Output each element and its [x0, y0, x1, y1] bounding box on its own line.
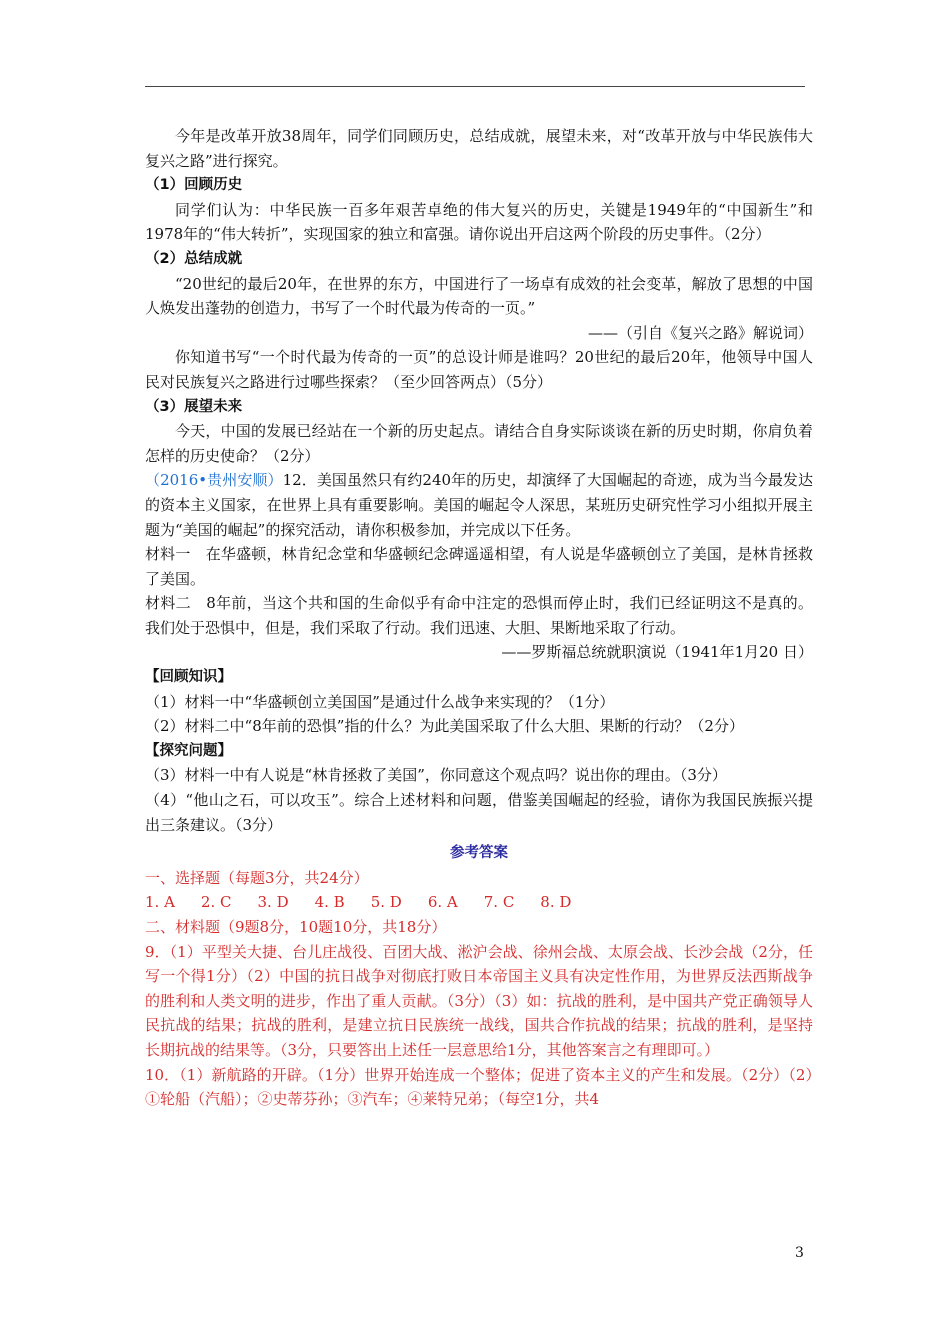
- intro-paragraph: 今年是改革开放38周年，同学们同顾历史，总结成就，展望未来，对“改革开放与中华民族伟大复兴之路”进行探究。: [145, 127, 813, 170]
- section-review-history-title: （1）回顾历史: [145, 177, 243, 194]
- answer-choice: 7. C: [483, 893, 515, 912]
- answer-choice: 6. A: [427, 893, 458, 912]
- material-2-source: ——罗斯福总统就职演说（1941年1月20 日）: [501, 643, 813, 662]
- answer-section-material: 二、材料题（9题8分，10题10分，共18分）: [145, 918, 447, 936]
- section-summary-quote: “20世纪的最后20年，在世界的东方，中国进行了一场卓有成效的社会变革，解放了思想的中国人焕发出蓬勃的创造力，书写了一个时代最为传奇的一页。”: [145, 274, 813, 318]
- section-outlook-title: （3）展望未来: [145, 398, 243, 415]
- question-12: [145, 468, 813, 542]
- answer-10: 10．（1）新航路的开辟。（1分）世界开始连成一个整体；促进了资本主义的产生和发展。（2分）（2）①轮船（汽船）；②史蒂芬孙；③汽车；④莱特兄弟；（每空1分，共4: [145, 1065, 813, 1109]
- document-body: [145, 124, 813, 1112]
- explore-question-4: （4）“他山之石，可以攻玉”。综合上述材料和问题，借鉴美国崛起的经验，请你为我国民族振兴提出三条建议。（3分）: [145, 791, 813, 834]
- section-review-history-text: 同学们认为：中华民族一百多年艰苦卓绝的伟大复兴的历史，关键是1949年的“中国新生”和1978年的“伟大转折”，实现国家的独立和富强。请你说出开启这两个阶段的历史事件。（2分）: [145, 200, 813, 244]
- answer-choice: 5. D: [370, 893, 402, 912]
- page-number: 3: [795, 1245, 804, 1261]
- section-summary-source: ——（引自《复兴之路》解说词）: [587, 323, 813, 342]
- review-question-1: （1）材料一中“华盛顿创立美国国”是通过什么战争来实现的？（1分）: [145, 692, 615, 711]
- section-summary-title: （2）总结成就: [145, 250, 243, 267]
- section-summary-question: 你知道书写“一个时代最为传奇的一页”的总设计师是谁吗？20世纪的最后20年，他领导中国人民对民族复兴之路进行过哪些探索？（至少回答两点）（5分）: [145, 348, 813, 391]
- explore-problem-title: 【探究问题】: [145, 742, 232, 759]
- answer-choice: 3. D: [257, 893, 289, 912]
- material-2: 材料二 8年前，当这个共和国的生命似乎有命中注定的恐惧而停止时，我们已经证明这不是真的。我们处于恐惧中，但是，我们采取了行动。我们迅速、大胆、果断地采取了行动。: [145, 594, 813, 637]
- section-outlook-text: 今天，中国的发展已经站在一个新的历史起点。请结合自身实际谈谈在新的历史时期，你肩负着怎样的历史使命？（2分）: [145, 422, 813, 465]
- answer-choice: 4. B: [314, 893, 345, 912]
- answer-choice: 2. C: [200, 893, 232, 912]
- answer-choice-list: [145, 890, 813, 915]
- question-12-text: 12．美国虽然只有约240年的历史，却演绎了大国崛起的奇迹，成为当今最发达的资本主义国家，在世界上具有重要影响。美国的崛起令人深思，某班历史研究性学习小组拟开展主题为“美国的崛起”的探究活动，请你积极参加，并完成以下任务。: [145, 471, 813, 539]
- question-12-source-tag: （2016•贵州安顺）: [145, 471, 283, 490]
- material-1: 材料一 在华盛顿，林肯纪念堂和华盛顿纪念碑遥遥相望，有人说是华盛顿创立了美国，是林肯拯救了美国。: [145, 545, 813, 588]
- explore-question-3: （3）材料一中有人说是“林肯拯救了美国”，你同意这个观点吗？说出你的理由。（3分）: [145, 766, 727, 785]
- answer-choice: 8. D: [540, 893, 572, 912]
- answer-9: 9．（1）平型关大捷、台儿庄战役、百团大战、淞沪会战、徐州会战、太原会战、长沙会战（2分，任写一个得1分）（2）中国的抗日战争对彻底打败日本帝国主义具有决定性作用，为世界反法西斯战争的胜利和人类文明的进步，作出了重人贡献。（3分）（3）如：抗战的胜利，是中国共产党正确领导人民抗战的结果；抗战的胜利，是建立抗日民族统一战线，国共合作抗战的结果；抗战的胜利，是坚持长期抗战的结果等。（3分，只要答出上述任一层意思给1分，其他答案言之有理即可。）: [145, 942, 813, 1059]
- header-rule: [145, 86, 805, 87]
- review-question-2: （2）材料二中“8年前的恐惧”指的什么？为此美国采取了什么大胆、果断的行动？（2分）: [145, 717, 744, 736]
- review-knowledge-title: 【回顾知识】: [145, 669, 232, 686]
- answer-section-choice: 一、选择题（每题3分，共24分）: [145, 868, 369, 887]
- answer-choice: 1. A: [145, 893, 175, 912]
- answer-key-title: 参考答案: [450, 845, 508, 862]
